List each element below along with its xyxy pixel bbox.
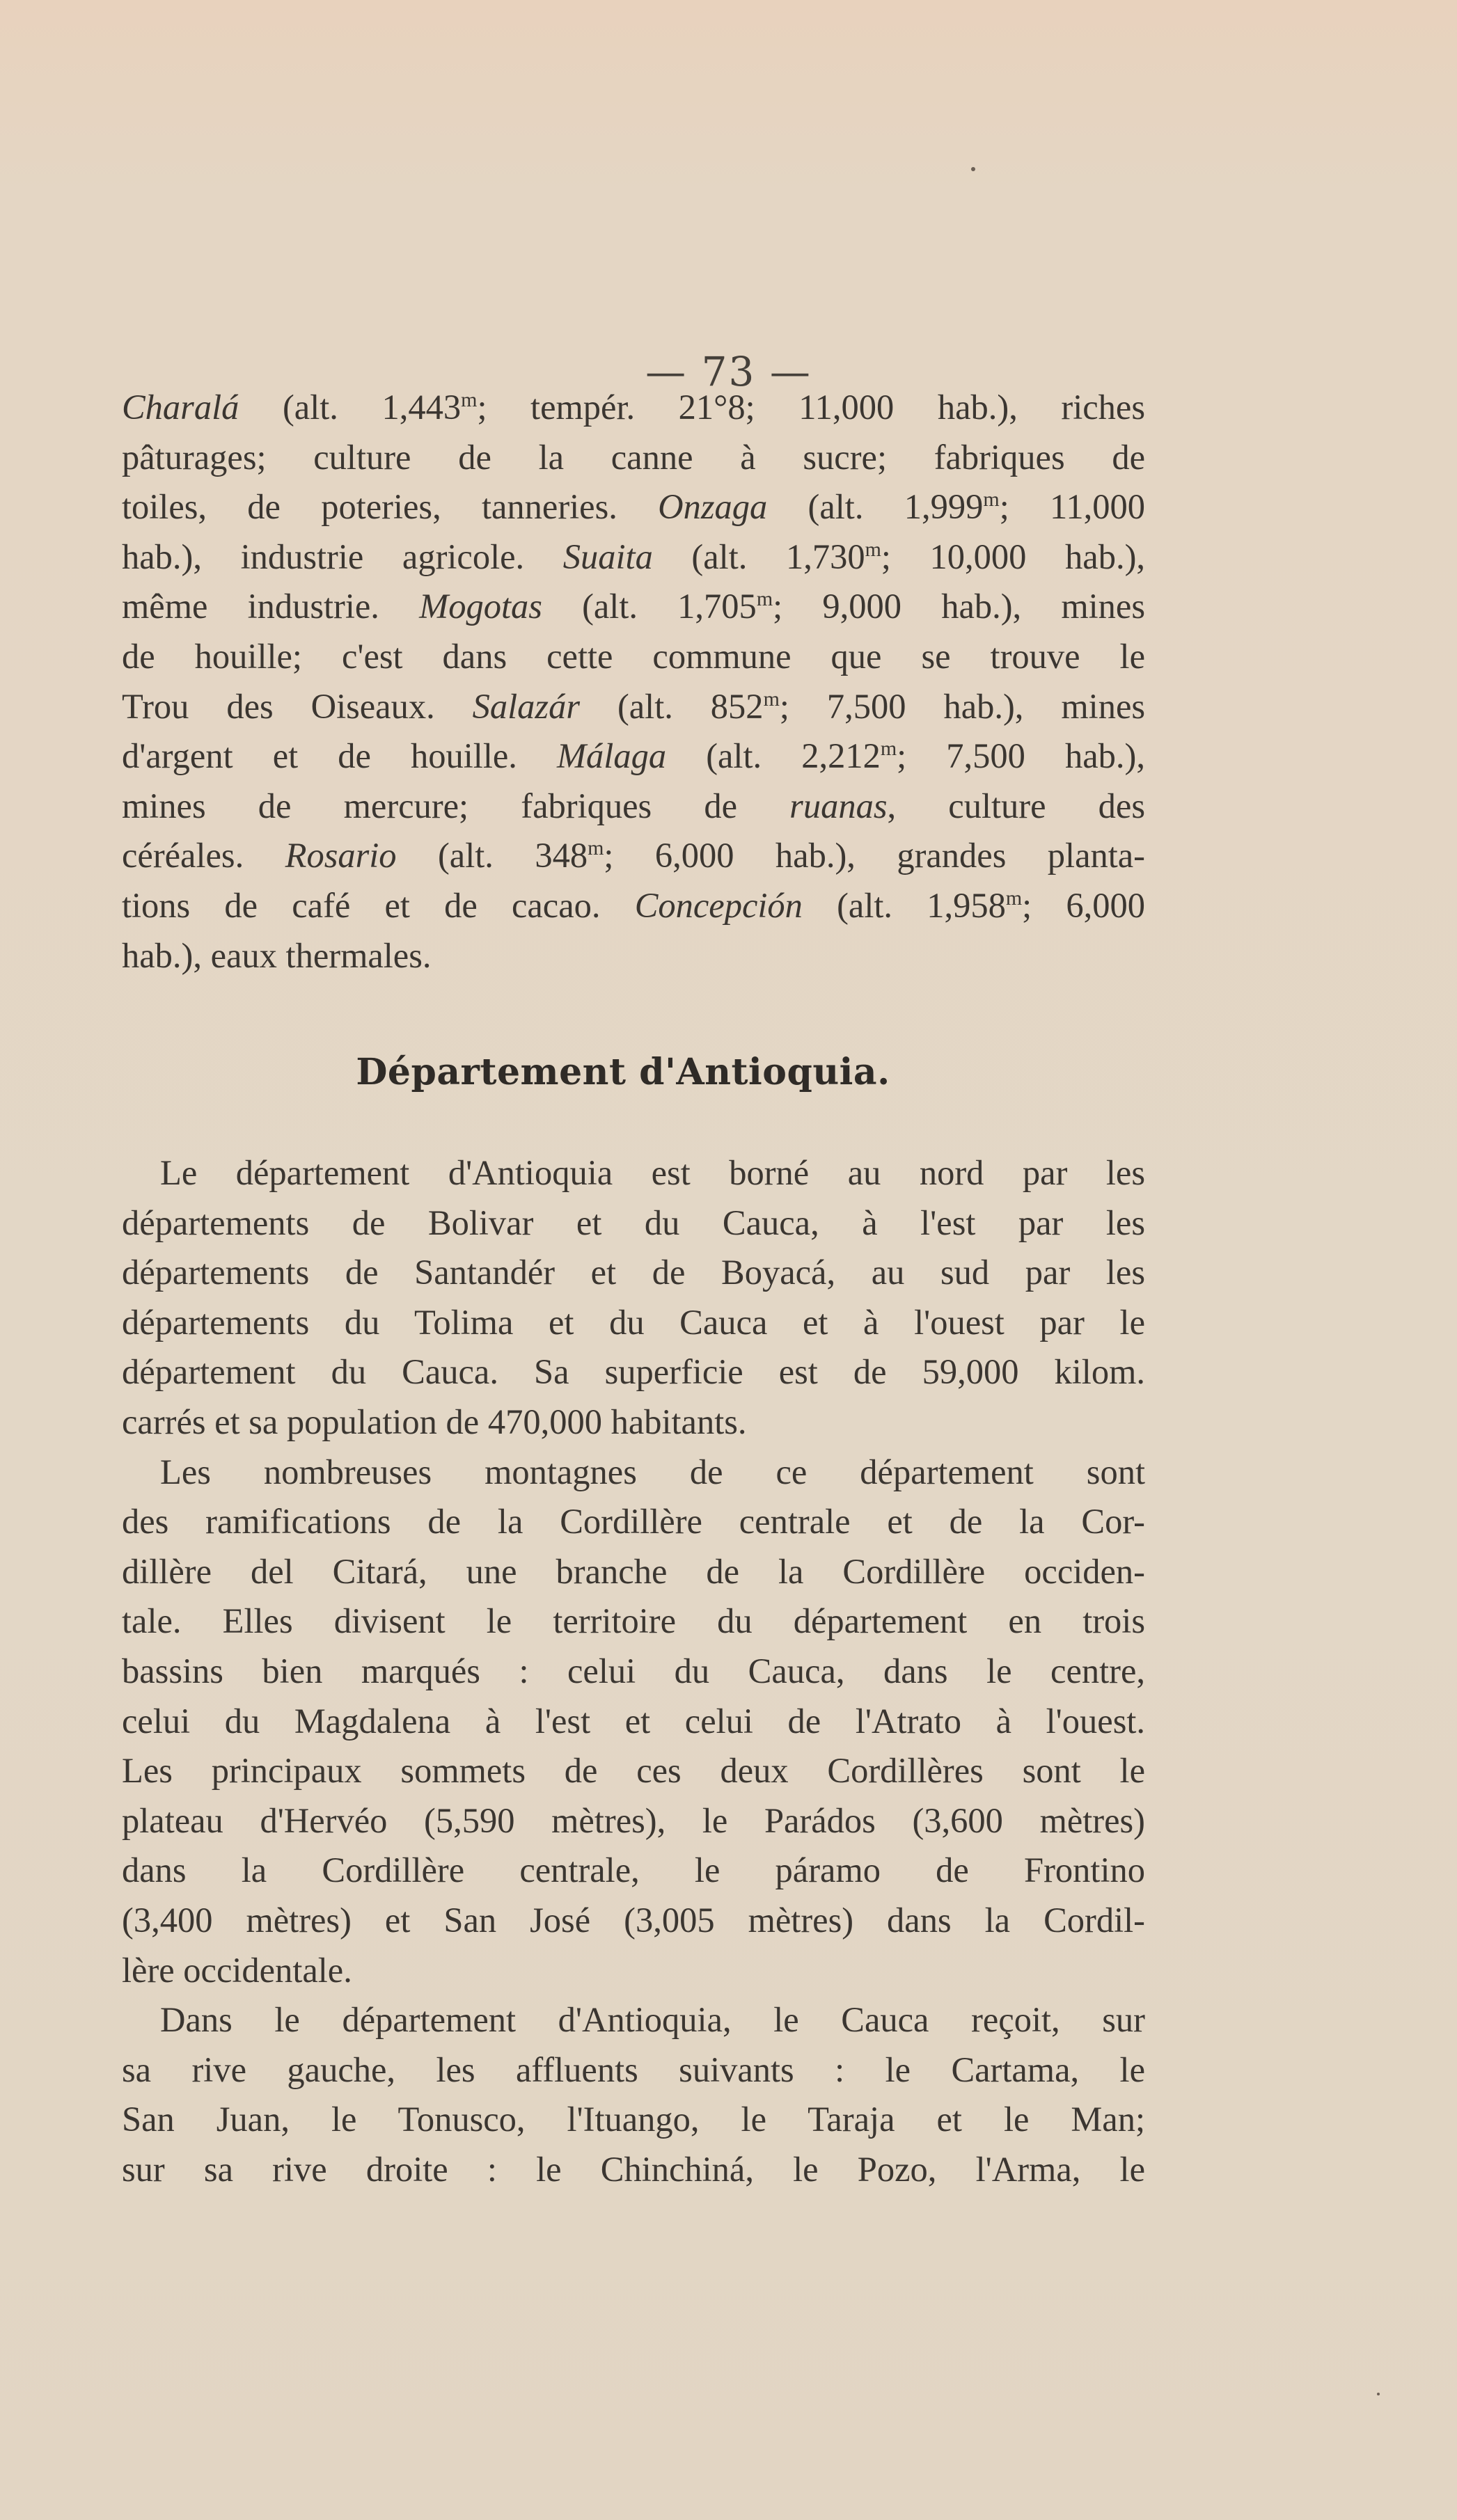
unit-superscript: m (1005, 886, 1023, 910)
text-run: ; 6,000 (1022, 885, 1146, 925)
text-run: (alt. 1,999 (767, 487, 984, 527)
text-line: Les principaux sommets de ces deux Cordillères sont le (122, 1751, 1145, 1791)
text-line: Dans le département d'Antioquia, le Cauca reçoit, sur (160, 2000, 1145, 2040)
text-line: dillère del Citará, une branche de la Cordillère occiden- (122, 1551, 1145, 1591)
unit-superscript: m (461, 388, 478, 411)
text-line: département du Cauca. Sa superficie est de 59,000 kilom. (122, 1352, 1145, 1392)
text-run: (alt. 2,212 (666, 736, 881, 776)
text-run: pâturages; culture de la canne à sucre; fabriques de (122, 437, 1145, 477)
text-run: ; 7,500 hab.), mines (779, 686, 1146, 726)
text-run: Trou des Oiseaux. (122, 686, 473, 726)
text-run: hab.), eaux thermales. (122, 935, 432, 975)
text-line: San Juan, le Tonusco, l'Ituango, le Taraja et le Man; (122, 2100, 1145, 2139)
unit-superscript: m (880, 737, 897, 761)
text-run: (alt. 1,705 (542, 587, 757, 626)
place-name: Concepción (634, 885, 803, 925)
text-run: (alt. 348 (396, 836, 588, 875)
unit-superscript: m (763, 687, 780, 711)
text-run: de houille; c'est dans cette commune que se trouve le (122, 636, 1145, 676)
text-run: toiles, de poteries, tanneries. (122, 487, 659, 527)
text-line: plateau d'Hervéo (5,590 mètres), le Parádos (3,600 mètres) (122, 1800, 1145, 1840)
text-run: céréales. (122, 836, 285, 875)
text-run: ; 10,000 hab.), (881, 537, 1146, 576)
text-line: dans la Cordillère centrale, le páramo de Frontino (122, 1851, 1145, 1890)
text-line (122, 881, 1145, 931)
unit-superscript: m (756, 587, 773, 611)
unit-superscript: m (983, 488, 1000, 512)
text-run: ; tempér. 21°8; 11,000 hab.), riches (477, 388, 1145, 427)
place-name: Onzaga (658, 487, 768, 527)
text-line: Le département d'Antioquia est borné au nord par les (160, 1153, 1145, 1192)
text-line: lère occidentale. (122, 1950, 352, 1990)
text-line: départements du Tolima et du Cauca et à l'ouest par le (122, 1302, 1145, 1342)
section-body-antioquia (122, 1148, 1145, 2194)
text-line (122, 931, 1145, 981)
place-name: ruanas (789, 786, 888, 825)
text-run: (alt. 1,443 (239, 388, 462, 427)
place-name: Rosario (285, 836, 397, 875)
text-run: hab.), industrie agricole. (122, 537, 563, 576)
text-run: ; 9,000 hab.), mines (773, 587, 1145, 626)
place-name: Charalá (122, 388, 239, 427)
text-run: tions de café et de cacao. (122, 885, 635, 925)
place-name: Málaga (556, 736, 667, 776)
scan-speck (971, 167, 975, 171)
place-name: Salazár (472, 686, 580, 726)
text-line (122, 782, 1145, 832)
text-run: même industrie. (122, 587, 420, 626)
section-heading: Département d'Antioquia. (356, 1051, 890, 1093)
text-line (122, 731, 1145, 782)
text-line: bassins bien marqués : celui du Cauca, dans le centre, (122, 1651, 1145, 1690)
text-run: ; 11,000 (999, 487, 1145, 527)
text-run: d'argent et de houille. (122, 736, 557, 776)
text-run: mines de mercure; fabriques de (122, 786, 790, 825)
text-line: départements de Santandér et de Boyacá, au sud par les (122, 1253, 1145, 1292)
text-line (122, 682, 1145, 732)
unit-superscript: m (865, 537, 881, 561)
text-line: sa rive gauche, les affluents suivants : le Cartama, le (122, 2050, 1145, 2089)
unit-superscript: m (588, 837, 604, 860)
text-run: ; 6,000 hab.), grandes planta- (604, 836, 1145, 875)
text-run: ; 7,500 hab.), (897, 736, 1145, 776)
place-name: Mogotas (419, 587, 542, 626)
text-line (122, 482, 1145, 532)
text-line: (3,400 mètres) et San José (3,005 mètres) dans la Cordil- (122, 1900, 1145, 1940)
text-run: (alt. 1,958 (802, 885, 1006, 925)
text-line: carrés et sa population de 470,000 habitants. (122, 1402, 747, 1441)
text-run: (alt. 1,730 (652, 537, 865, 576)
text-run: , culture des (887, 786, 1145, 825)
page-number: — 73 — (645, 348, 812, 395)
text-line (122, 383, 1145, 433)
text-run: (alt. 852 (580, 686, 764, 726)
text-line: départements de Bolivar et du Cauca, à l'est par les (122, 1203, 1145, 1242)
scan-speck (1377, 2393, 1380, 2395)
place-name: Suaita (562, 537, 653, 576)
text-line: tale. Elles divisent le territoire du département en trois (122, 1601, 1145, 1641)
text-line: Les nombreuses montagnes de ce département sont (160, 1452, 1145, 1491)
text-line (122, 582, 1145, 632)
text-line (122, 831, 1145, 881)
text-line: celui du Magdalena à l'est et celui de l'Atrato à l'ouest. (122, 1701, 1145, 1741)
text-line (122, 632, 1145, 682)
paragraph-municipalities (122, 383, 1145, 981)
text-line: sur sa rive droite : le Chinchiná, le Pozo, l'Arma, le (122, 2149, 1145, 2189)
text-line (122, 433, 1145, 483)
text-line (122, 532, 1145, 583)
text-line: des ramifications de la Cordillère centrale et de la Cor- (122, 1502, 1145, 1542)
